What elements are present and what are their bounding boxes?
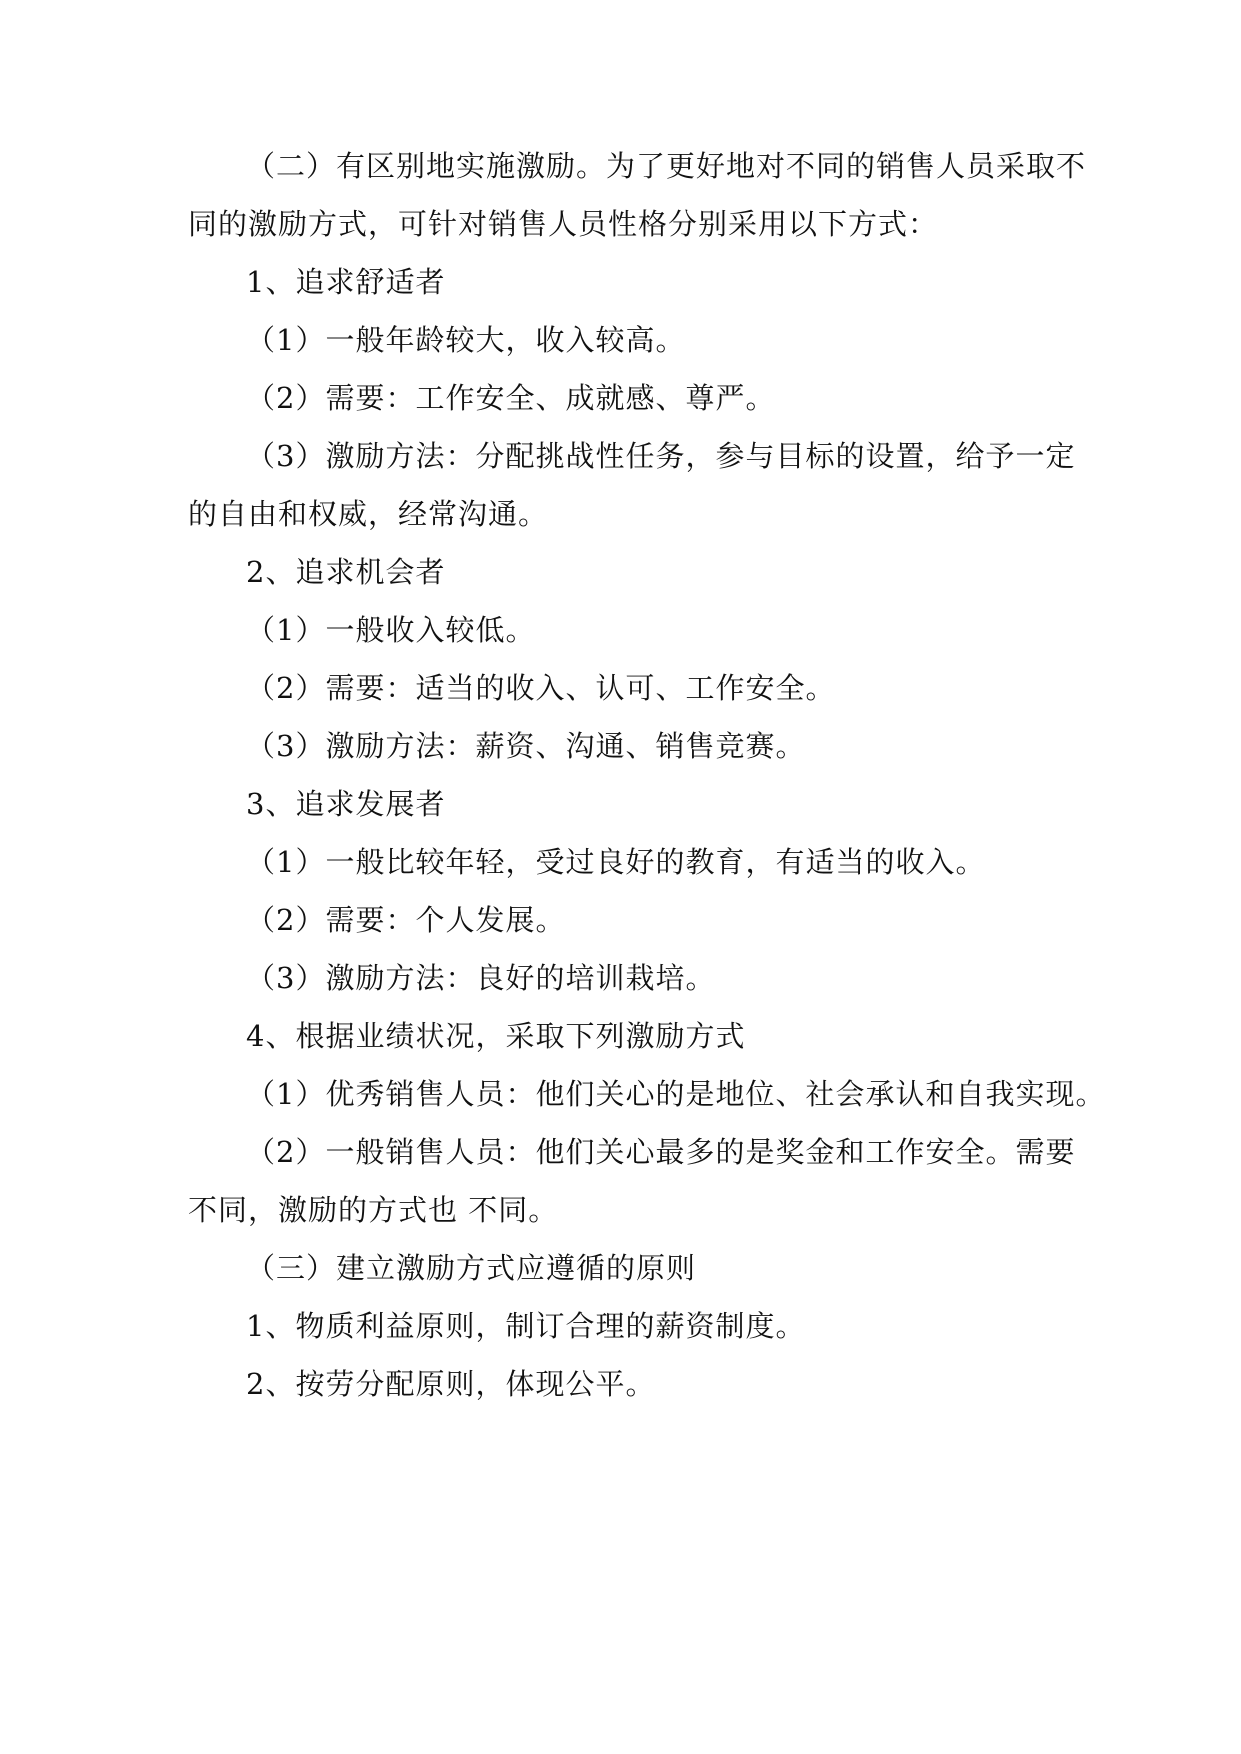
list-item: （3）激励方法：分配挑战性任务，参与目标的设置，给予一定 xyxy=(246,439,1076,473)
list-item: 1、物质利益原则，制订合理的薪资制度。 xyxy=(246,1309,806,1343)
list-item: （1）优秀销售人员：他们关心的是地位、社会承认和自我实现。 xyxy=(246,1077,1106,1111)
list-item: （1）一般年龄较大，收入较高。 xyxy=(246,323,686,357)
section-heading: 3、追求发展者 xyxy=(246,787,446,821)
list-item: （2）需要：适当的收入、认可、工作安全。 xyxy=(246,671,836,705)
section-heading: （三）建立激励方式应遵循的原则 xyxy=(246,1251,697,1285)
paragraph-line: （二）有区别地实施激励。为了更好地对不同的销售人员采取不 xyxy=(246,149,1087,183)
section-heading: 1、追求舒适者 xyxy=(246,265,446,299)
list-item: （3）激励方法：薪资、沟通、销售竞赛。 xyxy=(246,729,806,763)
list-item-continuation: 不同，激励的方式也 不同。 xyxy=(188,1193,559,1227)
list-item: （2）需要：个人发展。 xyxy=(246,903,566,937)
list-item: （2）一般销售人员：他们关心最多的是奖金和工作安全。需要 xyxy=(246,1135,1076,1169)
list-item: （3）激励方法：良好的培训栽培。 xyxy=(246,961,716,995)
list-item: 2、按劳分配原则，体现公平。 xyxy=(246,1367,656,1401)
section-heading: 4、根据业绩状况，采取下列激励方式 xyxy=(246,1019,746,1053)
list-item: （1）一般比较年轻，受过良好的教育，有适当的收入。 xyxy=(246,845,986,879)
list-item: （1）一般收入较低。 xyxy=(246,613,536,647)
list-item-continuation: 的自由和权威，经常沟通。 xyxy=(188,497,549,531)
list-item: （2）需要：工作安全、成就感、尊严。 xyxy=(246,381,776,415)
paragraph-line: 同的激励方式，可针对销售人员性格分别采用以下方式： xyxy=(188,207,939,241)
section-heading: 2、追求机会者 xyxy=(246,555,446,589)
